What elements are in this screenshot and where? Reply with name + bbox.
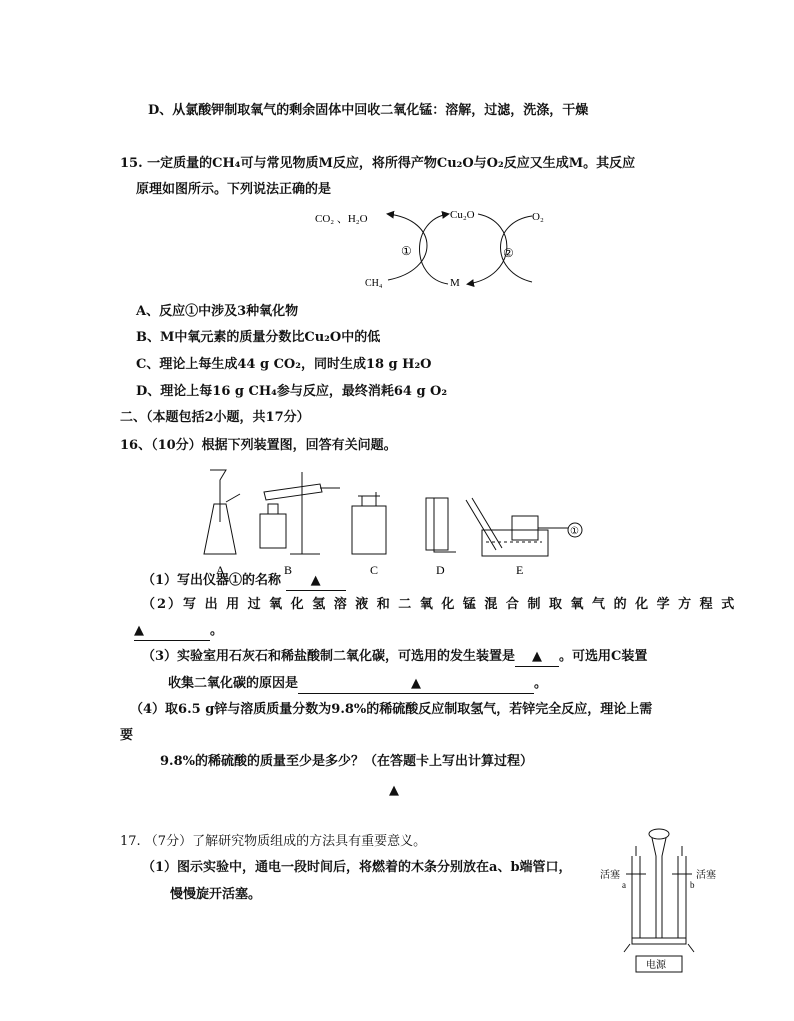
q16-part4-line1: （4）取6.5 g锌与溶质质量分数为9.8%的稀硫酸反应制取氢气，若锌完全反应，理论上需: [130, 702, 653, 717]
q16-part2-blank-marker: ▲: [134, 623, 144, 638]
q16-part1-text: （1）写出仪器①的名称: [142, 573, 282, 588]
q16-part3-line2: [168, 675, 547, 694]
q16-part3-text-c: 收集二氧化碳的原因是: [168, 676, 299, 691]
stopcock-right-label: 活塞: [696, 870, 716, 881]
q16-part2-end: 。: [210, 623, 224, 638]
section2-heading: 二、（本题包括2小题，共17分）: [120, 410, 310, 425]
apparatus-label-b: B: [284, 563, 293, 577]
q16-part3-blank2[interactable]: [298, 675, 534, 694]
q15-option-c: C、理论上每生成44 g CO₂，同时生成18 g H₂O: [136, 357, 432, 372]
apparatus-label-d: D: [436, 563, 445, 577]
q16-part1: [142, 572, 346, 591]
apparatus-b-lamp-base: [260, 514, 286, 548]
electrolysis-tube-a: [632, 856, 640, 938]
q17-electrolysis-apparatus: [596, 826, 726, 976]
q17-part1-line1: （1）图示实验中，通电一段时间后，将燃着的木条分别放在a、b端管口，: [142, 860, 572, 875]
tube-a-label: a: [622, 880, 626, 890]
q16-part3-end: 。: [534, 676, 548, 691]
q16-part3-blank1[interactable]: [515, 648, 559, 667]
diagram-step1-label: ①: [401, 244, 412, 258]
apparatus-d-collector: [426, 498, 448, 550]
q14-option-d: D、从氯酸钾制取氧气的剩余固体中回收二氧化锰：溶解，过滤，洗涤，干燥: [148, 103, 589, 118]
apparatus-b-tube: [264, 484, 322, 500]
q16-part3-text-a: （3）实验室用石灰石和稀盐酸制二氧化碳，可选用的发生装置是: [142, 649, 516, 664]
q15-reaction-cycle-diagram: [300, 200, 580, 300]
apparatus-label-a: A: [216, 563, 225, 577]
apparatus-c-bottle: [352, 506, 386, 554]
q15-option-b: B、M中氧元素的质量分数比Cu₂O中的低: [136, 330, 381, 345]
q16-part2-line1: （2）写 出 用 过 氧 化 氢 溶 液 和 二 氧 化 锰 混 合 制 取 氧 气 的 化 学 方 程 式: [142, 597, 737, 612]
electrolysis-base: [632, 938, 686, 944]
q16-part4-line3: 9.8%的稀硫酸的质量至少是多少？（在答题卡上写出计算过程）: [160, 754, 533, 769]
q17-part1-line2: 慢慢旋开活塞。: [170, 887, 262, 902]
diagram-step2-label: ②: [503, 246, 514, 260]
q15-option-a: A、反应①中涉及3种氧化物: [136, 304, 299, 319]
diagram-o2-label: O₂: [532, 211, 544, 223]
q16-part4-answer-marker[interactable]: ▲: [389, 783, 399, 798]
q16-stem: 16、（10分）根据下列装置图，回答有关问题。: [120, 438, 397, 453]
electrolysis-tube-b: [678, 856, 686, 938]
q16-part1-blank-marker: ▲: [310, 573, 321, 588]
apparatus-label-c: C: [370, 563, 379, 577]
power-label: 电源: [646, 960, 666, 971]
q15-option-d: D、理论上每16 g CH₄参与反应，最终消耗64 g O₂: [136, 384, 448, 399]
diagram-products-label: CO₂ 、H₂O: [315, 213, 368, 225]
q15-stem-line1: 15. 一定质量的CH₄可与常见物质M反应，将所得产物Cu₂O与O₂反应又生成M。其反应: [120, 156, 636, 171]
q16-part3-line1: [142, 648, 647, 667]
q16-part4-line2: 要: [120, 728, 134, 743]
q16-part3-blank1-marker: ▲: [532, 649, 543, 664]
diagram-cu2o-label: Cu₂O: [450, 209, 475, 221]
apparatus-e-marker: ①: [570, 526, 579, 537]
diagram-ch4-label: CH₄: [365, 278, 383, 289]
apparatus-e-bottle: [512, 516, 538, 540]
q17-stem: 17. （7分）了解研究物质组成的方法具有重要意义。: [120, 834, 427, 849]
q15-stem-line2: 原理如图所示。下列说法正确的是: [136, 182, 332, 197]
diagram-m-label: M: [450, 277, 460, 289]
apparatus-label-e: E: [516, 563, 524, 577]
q16-part3-text-b: 。可选用C装置: [559, 649, 648, 664]
q16-part2-blank[interactable]: [134, 622, 210, 641]
stopcock-left-label: 活塞: [600, 870, 620, 881]
electrolysis-reservoir: [649, 829, 669, 839]
q16-apparatus-figure: [190, 462, 590, 580]
q16-part1-blank[interactable]: [286, 572, 346, 591]
tube-b-label: b: [690, 880, 695, 890]
arc-m-to-cu2o: [420, 214, 449, 284]
q16-part3-blank2-marker: ▲: [411, 676, 422, 691]
q16-part2-line2: [134, 622, 223, 641]
